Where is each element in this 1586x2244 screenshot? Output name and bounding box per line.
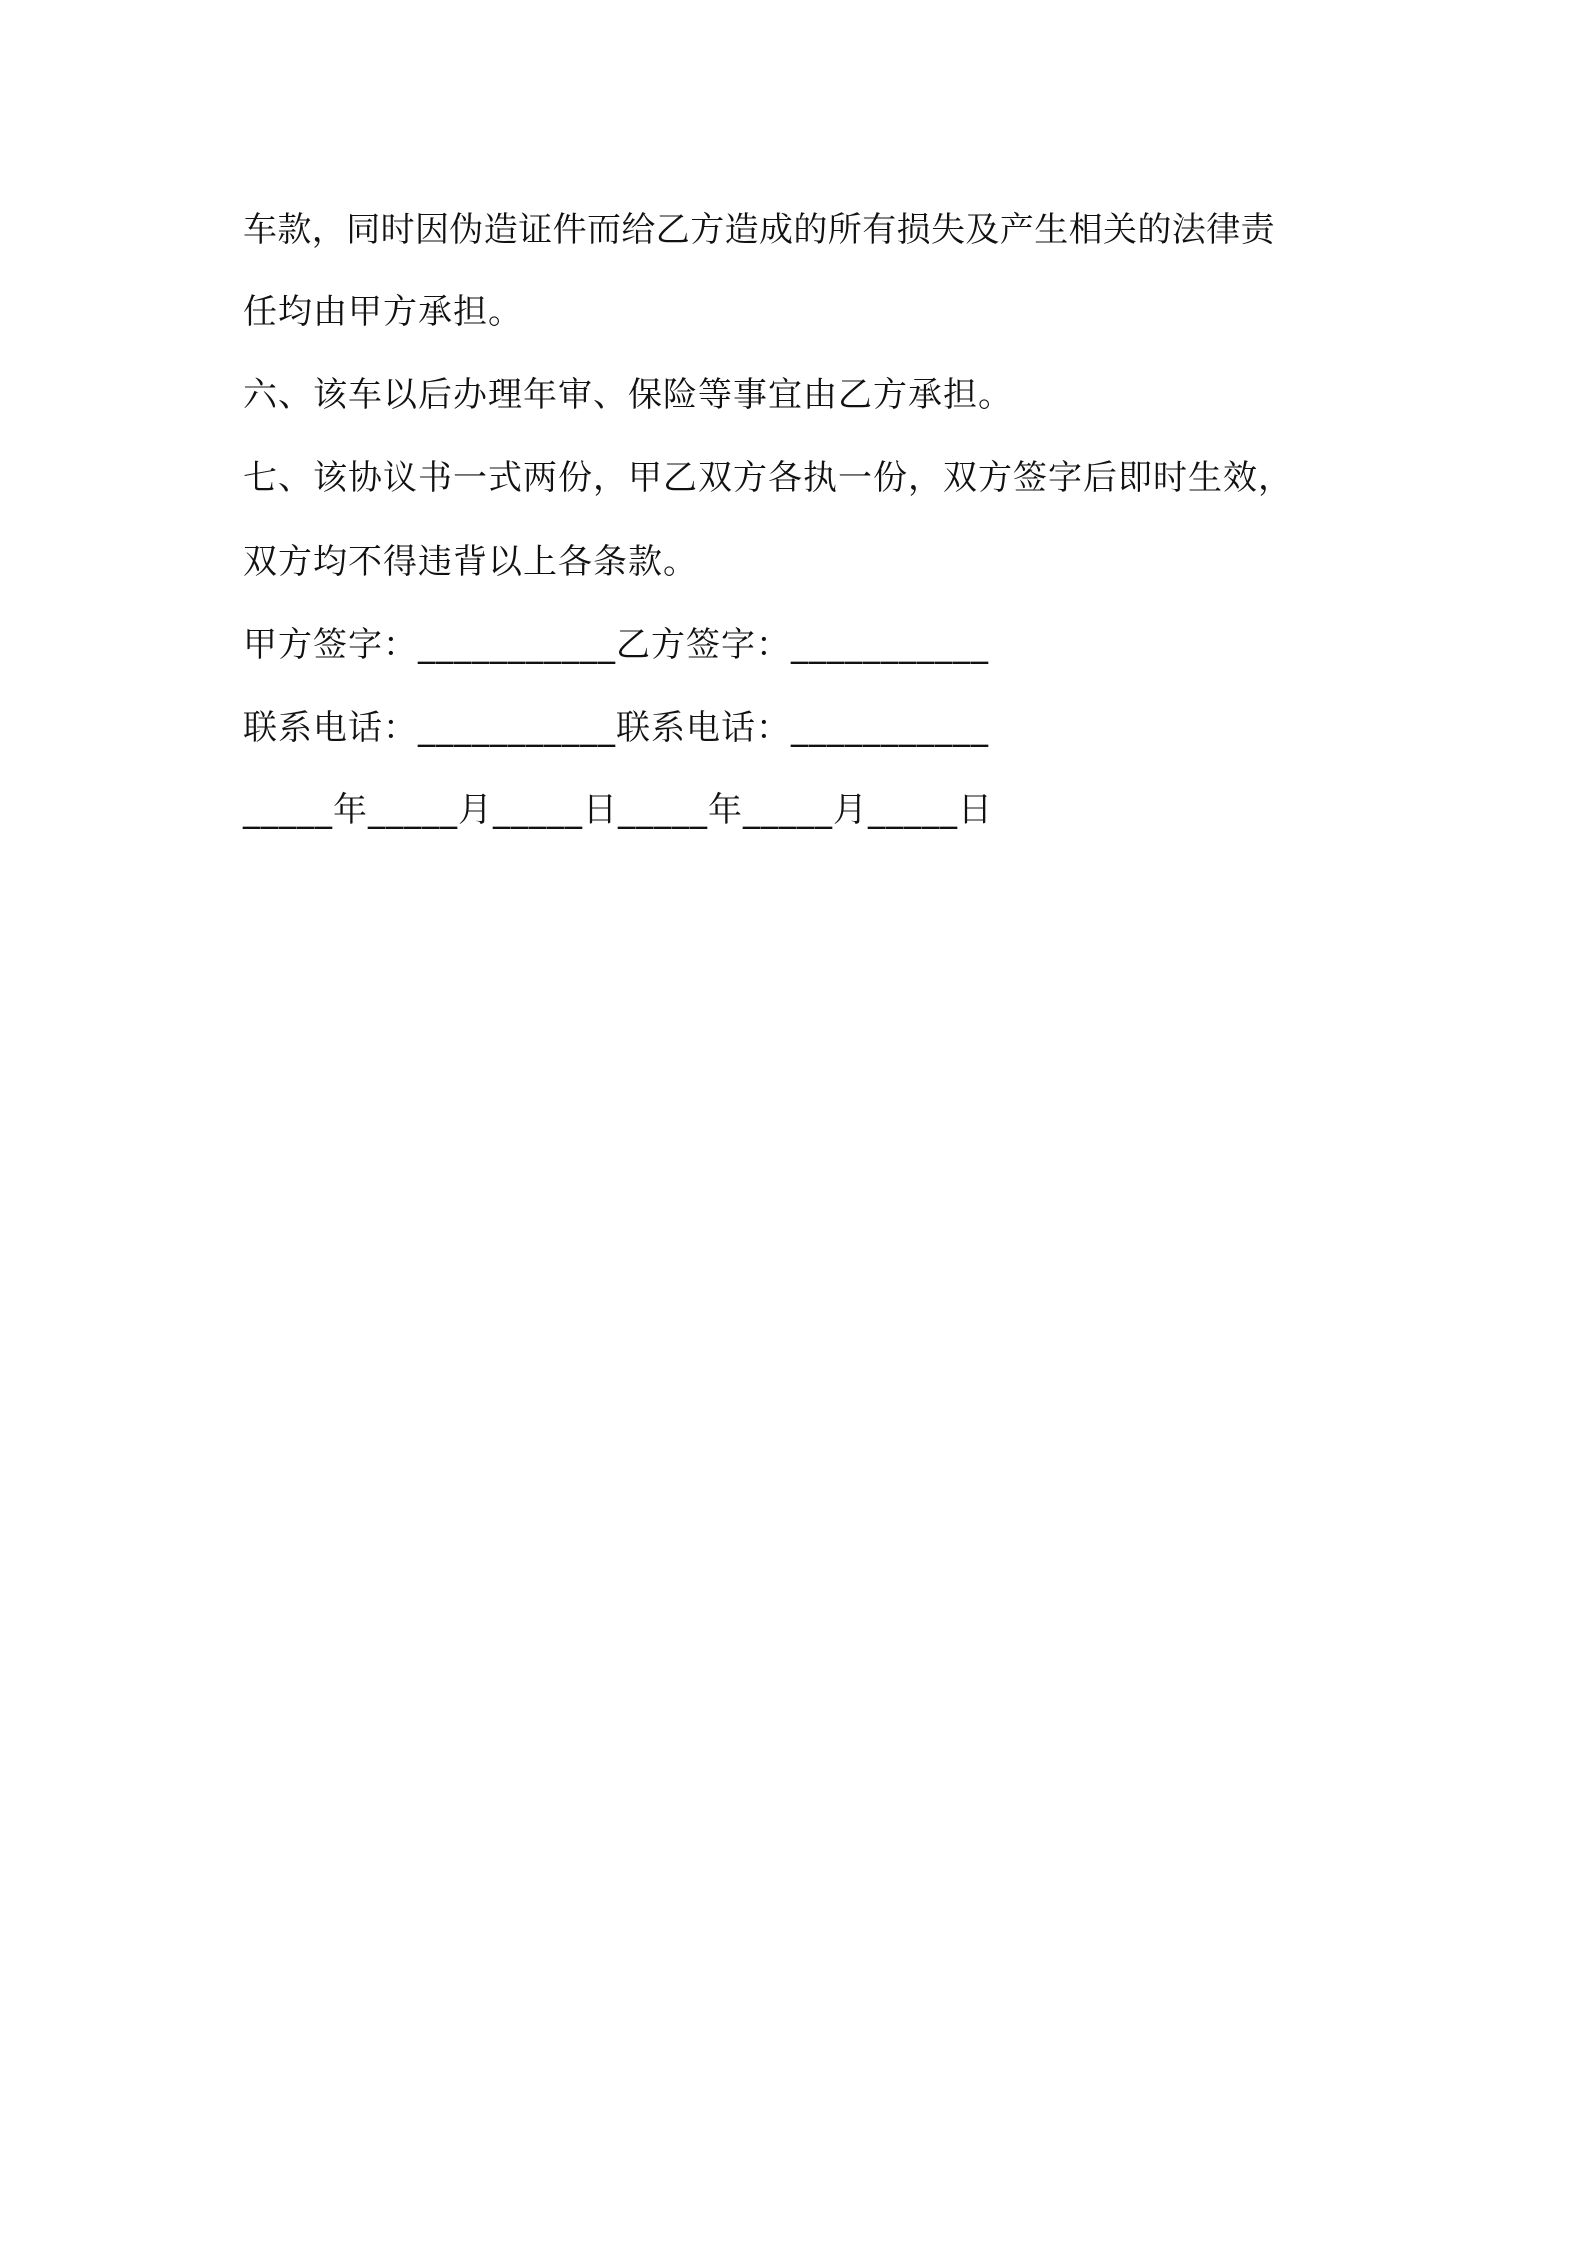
clause-seven: 七、该协议书一式两份，甲乙双方各执一份，双方签字后即时生效， — [243, 458, 1293, 498]
date-line: _____年_____月_____日_____年_____月_____日 — [243, 790, 993, 830]
clause-six: 六、该车以后办理年审、保险等事宜由乙方承担。 — [243, 375, 1013, 415]
clause-five-continuation: 车款，同时因伪造证件而给乙方造成的所有损失及产生相关的法律责 — [243, 210, 1275, 250]
clause-seven-end: 双方均不得违背以上各条款。 — [243, 542, 698, 582]
clause-five-end: 任均由甲方承担。 — [243, 292, 523, 332]
phone-line: 联系电话：___________联系电话：___________ — [243, 708, 989, 748]
signature-line: 甲方签字：___________乙方签字：___________ — [243, 625, 989, 665]
